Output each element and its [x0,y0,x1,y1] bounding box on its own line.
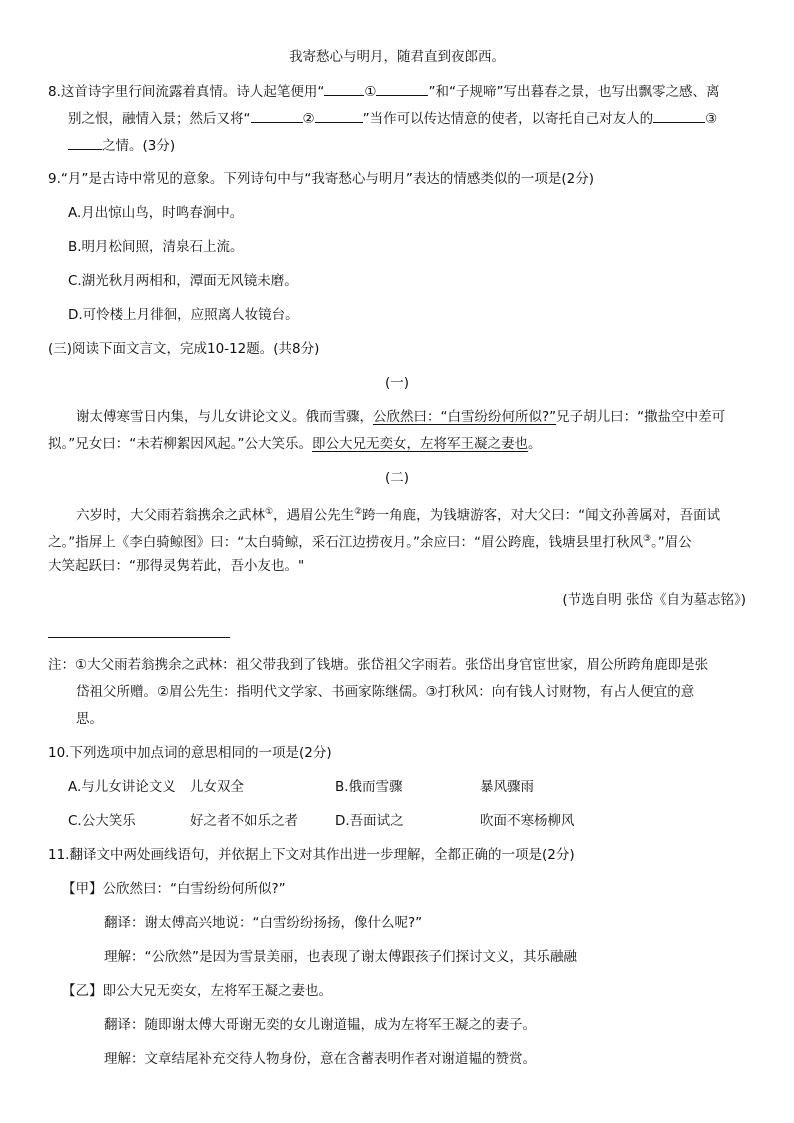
passage-1-heading: (一) [384,375,410,391]
q10-option-b-left: B.俄而雪骤 [335,779,403,795]
q8-text-3b: 之情。(3分) [102,138,176,154]
notes-line-1: 注：①大父雨若翁携余之武林：祖父带我到了钱塘。张岱祖父字雨若。张岱出身官宦世家，眉公所跨角鹿即是张 [48,657,709,673]
question-11-stem: 11.翻译文中两处画线语句，并依据上下文对其作出进一步理解，全都正确的一项是(2分) [48,847,575,863]
blank-1-right [376,81,428,96]
q11-jia-sentence: 【甲】公欣然曰：“白雪纷纷何所似?” [62,881,286,897]
passage-2-line-2 [48,529,692,553]
p2-text-2b: 。”眉公 [651,534,692,551]
blank-1-left [324,81,364,96]
q11-yi-understanding: 理解：文章结尾补充交待人物身份，意在含蓄表明作者对谢道韫的赞赏。 [104,1051,536,1067]
q9-option-d: D.可怜楼上月徘徊，应照离人妆镜台。 [68,307,299,323]
underlined-sentence-jia: 公欣然曰：“白雪纷纷何所似?” [373,409,557,425]
passage-1-line-2 [48,434,541,454]
poem-line: 我寄愁心与明月，随君直到夜郎西。 [289,49,505,65]
q10-option-d-left: D.吾面试之 [335,813,404,829]
q11-yi-translation: 翻译：随即谢太傅大哥谢无奕的女儿谢道韫，成为左将军王凝之的妻子。 [104,1017,536,1033]
p2-text-1c: 跨一角鹿，为钱塘游客，对大父曰：“闻文孙善属对，吾面试 [362,507,721,524]
q9-option-c: C.湖光秋月两相和，潭面无风镜未磨。 [68,273,298,289]
p2-text-2: 之。”指屏上《李白骑鲸图》曰：“太白骑鲸，采石江边捞夜月。”余应曰：“眉公跨鹿，钱塘县里打秋风 [48,534,643,551]
q10-option-c-left: C.公大笑乐 [68,813,136,829]
p1-text-1b: 兄子胡儿曰：“撒盐空中差可 [556,409,726,425]
footnote-divider [48,637,230,638]
question-8-line-3 [68,135,175,156]
passage-2-heading: (二) [384,470,410,486]
underlined-sentence-yi: 即公大兄无奕女，左将军王凝之妻也 [311,436,528,452]
blank-3-number: ③ [705,111,718,127]
q11-jia-understanding: 理解：“公欣然”是因为雪景美丽，也表现了谢太傅跟孩子们探讨文义，其乐融融 [104,949,577,965]
p1-text-2b: 。 [527,436,542,452]
q8-text-1a: 8.这首诗字里行间流露着真情。诗人起笔便用“ [48,84,325,100]
note-ref-2: ② [354,507,363,517]
blank-1-number: ① [364,84,377,100]
note-ref-3: ③ [642,534,652,544]
q10-option-a-right: 儿女双全 [190,779,244,795]
blank-3-left [653,108,705,123]
question-10-stem: 10.下列选项中加点词的意思相同的一项是(2分) [48,745,332,761]
q8-text-2b: ”当作可以传达情意的使者，以寄托自己对友人的 [362,111,654,127]
blank-3-right [68,135,102,150]
section-3-heading: (三)阅读下面文言文，完成10-12题。(共8分) [48,341,320,357]
q10-option-c-right: 好之者不如乐之者 [190,813,298,829]
passage-1-line-1 [76,407,725,427]
q10-option-b-right: 暴风骤雨 [480,779,534,795]
q8-text-1b: ”和“子规啼”写出暮春之景，也写出飘零之感、离 [428,84,720,100]
p2-text-1a: 六岁时，大父雨若翁携余之武林 [76,507,265,524]
p2-text-1b: ，遇眉公先生 [273,507,355,524]
blank-2-right [315,108,363,123]
q9-option-b: B.明月松间照，清泉石上流。 [68,239,244,255]
blank-2-number: ② [302,111,315,127]
p1-text-1a: 谢太傅寒雪日内集，与儿女讲论文义。俄而雪骤， [76,409,373,425]
q11-yi-sentence: 【乙】即公大兄无奕女，左将军王凝之妻也。 [62,983,332,999]
q11-jia-translation: 翻译：谢太傅高兴地说：“白雪纷纷扬扬，像什么呢?” [104,915,423,931]
notes-line-2: 岱祖父所赠。②眉公先生：指明代文学家、书画家陈继儒。③打秋风：向有钱人讨财物，有占人便宜的意 [76,684,695,700]
q10-option-a-left: A.与儿女讲论文义 [68,779,176,795]
q8-text-2a: 别之恨，融情入景；然后又将“ [68,111,251,127]
note-ref-1: ① [265,507,274,517]
q10-option-d-right: 吹面不寒杨柳风 [480,813,575,829]
question-8-line-2 [68,108,717,129]
notes-line-3: 思。 [76,711,103,727]
passage-2-line-1 [76,502,720,526]
passage-2-line-3: 大笑起跃曰：“那得灵隽若此，吾小友也。" [48,558,305,574]
question-8-line-1 [48,81,719,102]
blank-2-left [251,108,303,123]
question-9-stem: 9.“月”是古诗中常见的意象。下列诗句中与“我寄愁心与明月”表达的情感类似的一项是(2分) [48,171,594,187]
p1-text-2a: 拟。”兄女曰：“未若柳絮因风起。”公大笑乐。 [48,436,312,452]
passage-source: (节选自明 张岱《自为墓志铭》) [562,592,746,608]
q9-option-a: A.月出惊山鸟，时鸣春涧中。 [68,205,244,221]
